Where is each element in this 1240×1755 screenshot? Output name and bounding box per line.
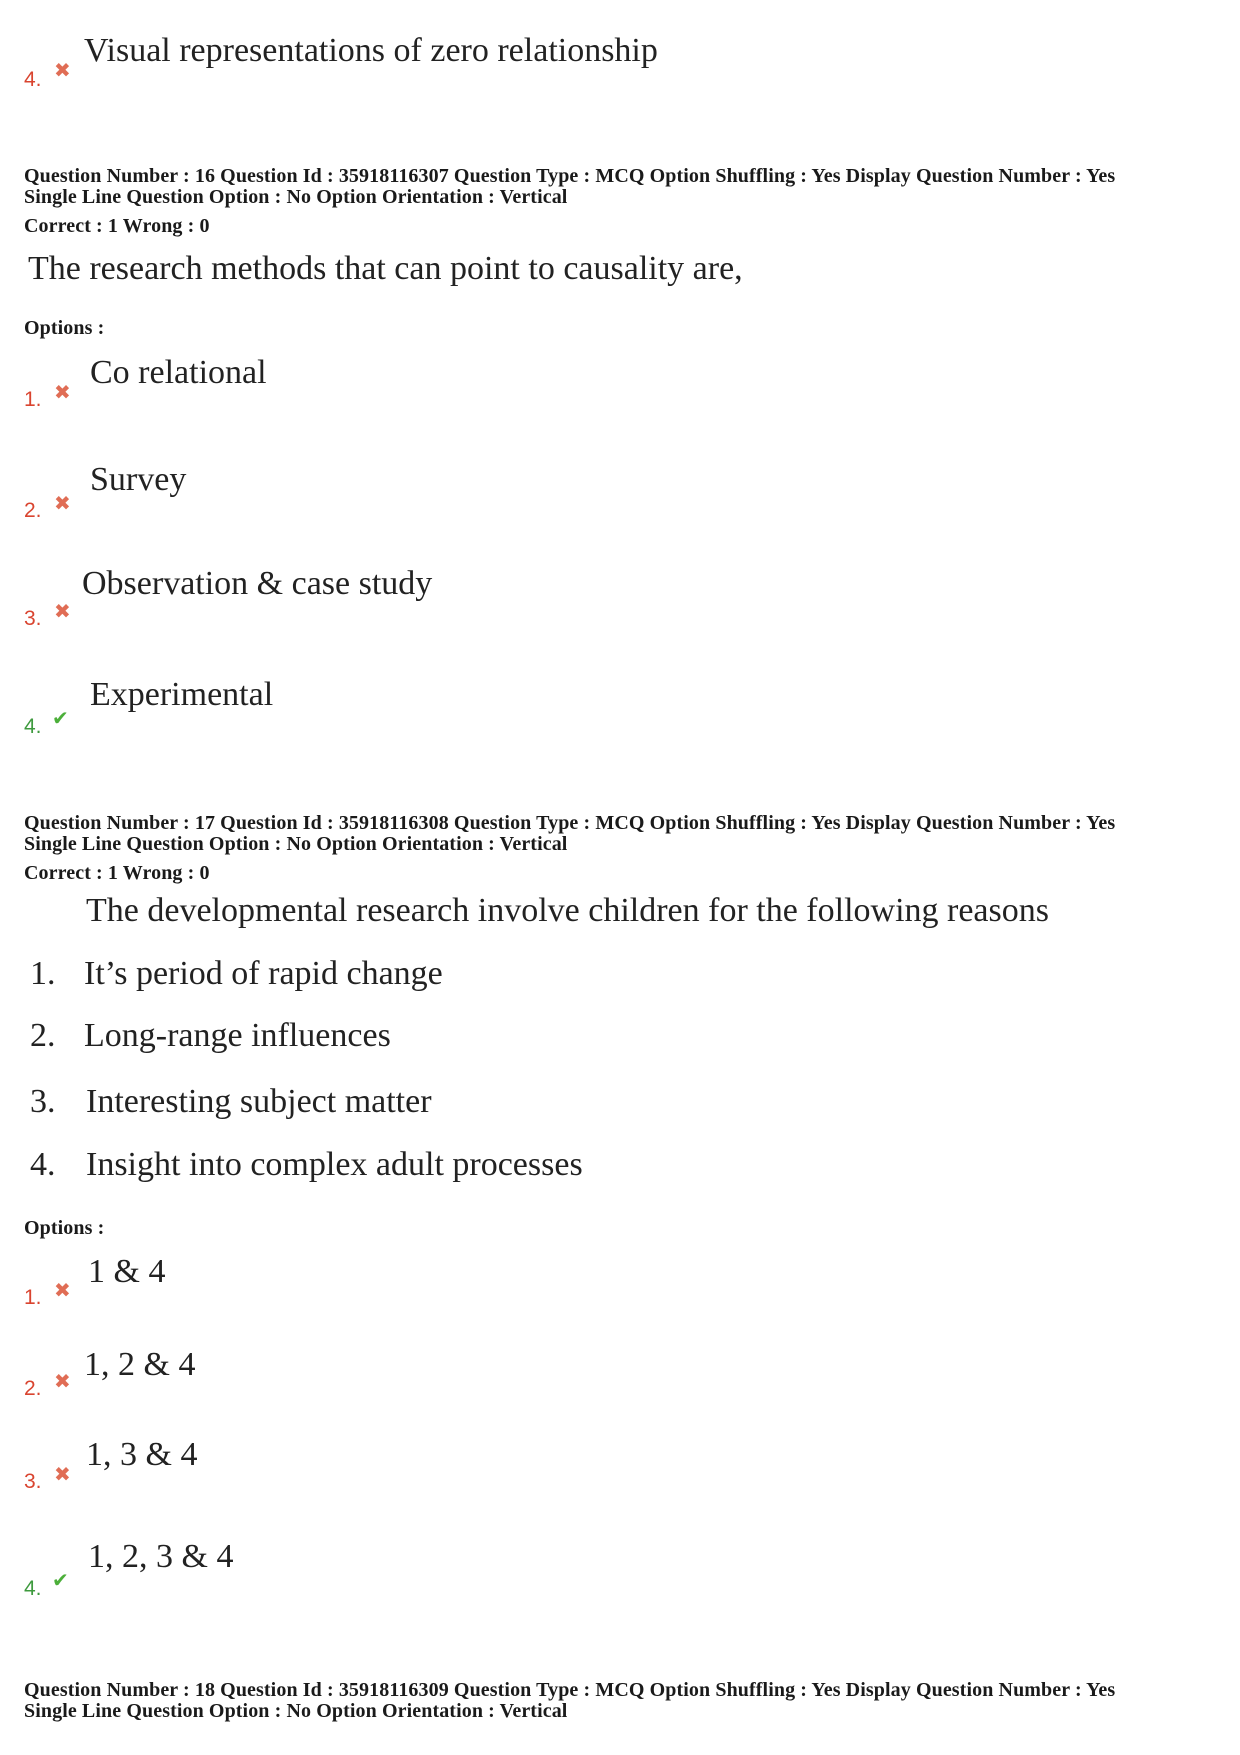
list-item: Interesting subject matter bbox=[86, 1083, 432, 1120]
option-text: 1, 3 & 4 bbox=[86, 1436, 198, 1473]
list-item: Long-range influences bbox=[84, 1017, 391, 1054]
wrong-mark-icon: ✖ bbox=[54, 58, 71, 82]
wrong-mark-icon: ✖ bbox=[54, 491, 71, 515]
option-number: 3. bbox=[24, 1470, 42, 1493]
list-item: It’s period of rapid change bbox=[84, 955, 443, 992]
option-text: Experimental bbox=[90, 676, 274, 713]
question-meta-line1: Question Number : 16 Question Id : 35918116307 Question Type : MCQ Option Shuffling : Yes Display Question Number : Yes bbox=[24, 165, 1116, 187]
option-number: 3. bbox=[24, 607, 42, 630]
wrong-mark-icon: ✖ bbox=[54, 599, 71, 623]
option-text: Observation & case study bbox=[82, 565, 433, 602]
option-text: 1, 2, 3 & 4 bbox=[88, 1538, 234, 1575]
option-text: 1, 2 & 4 bbox=[84, 1346, 196, 1383]
question-marks: Correct : 1 Wrong : 0 bbox=[24, 215, 210, 237]
question-meta-line2: Single Line Question Option : No Option Orientation : Vertical bbox=[24, 833, 568, 855]
option-number: 1. bbox=[24, 388, 42, 411]
question-meta-line2: Single Line Question Option : No Option Orientation : Vertical bbox=[24, 186, 568, 208]
wrong-mark-icon: ✖ bbox=[54, 1278, 71, 1302]
option-text: 1 & 4 bbox=[88, 1253, 166, 1290]
option-number: 4. bbox=[24, 715, 42, 738]
option-number: 1. bbox=[24, 1286, 42, 1309]
options-label: Options : bbox=[24, 317, 105, 339]
option-text: Visual representations of zero relationship bbox=[84, 32, 658, 69]
correct-check-icon: ✔ bbox=[52, 1568, 69, 1592]
option-text: Survey bbox=[90, 461, 187, 498]
question-meta-line1: Question Number : 17 Question Id : 35918116308 Question Type : MCQ Option Shuffling : Yes Display Question Number : Yes bbox=[24, 812, 1116, 834]
question-text: The developmental research involve children for the following reasons bbox=[86, 892, 1049, 929]
option-number: 4. bbox=[24, 68, 42, 91]
options-label: Options : bbox=[24, 1217, 105, 1239]
question-meta-line1: Question Number : 18 Question Id : 35918116309 Question Type : MCQ Option Shuffling : Yes Display Question Number : Yes bbox=[24, 1679, 1116, 1701]
option-text: Co relational bbox=[90, 354, 267, 391]
list-number: 3. bbox=[30, 1083, 56, 1120]
wrong-mark-icon: ✖ bbox=[54, 1462, 71, 1486]
question-marks: Correct : 1 Wrong : 0 bbox=[24, 862, 210, 884]
option-number: 4. bbox=[24, 1577, 42, 1600]
question-meta-line2: Single Line Question Option : No Option Orientation : Vertical bbox=[24, 1700, 568, 1722]
list-item: Insight into complex adult processes bbox=[86, 1146, 583, 1183]
option-number: 2. bbox=[24, 499, 42, 522]
wrong-mark-icon: ✖ bbox=[54, 380, 71, 404]
list-number: 1. bbox=[30, 955, 56, 992]
list-number: 4. bbox=[30, 1146, 56, 1183]
question-text: The research methods that can point to causality are, bbox=[28, 250, 743, 287]
list-number: 2. bbox=[30, 1017, 56, 1054]
wrong-mark-icon: ✖ bbox=[54, 1369, 71, 1393]
option-number: 2. bbox=[24, 1377, 42, 1400]
correct-check-icon: ✔ bbox=[52, 706, 69, 730]
